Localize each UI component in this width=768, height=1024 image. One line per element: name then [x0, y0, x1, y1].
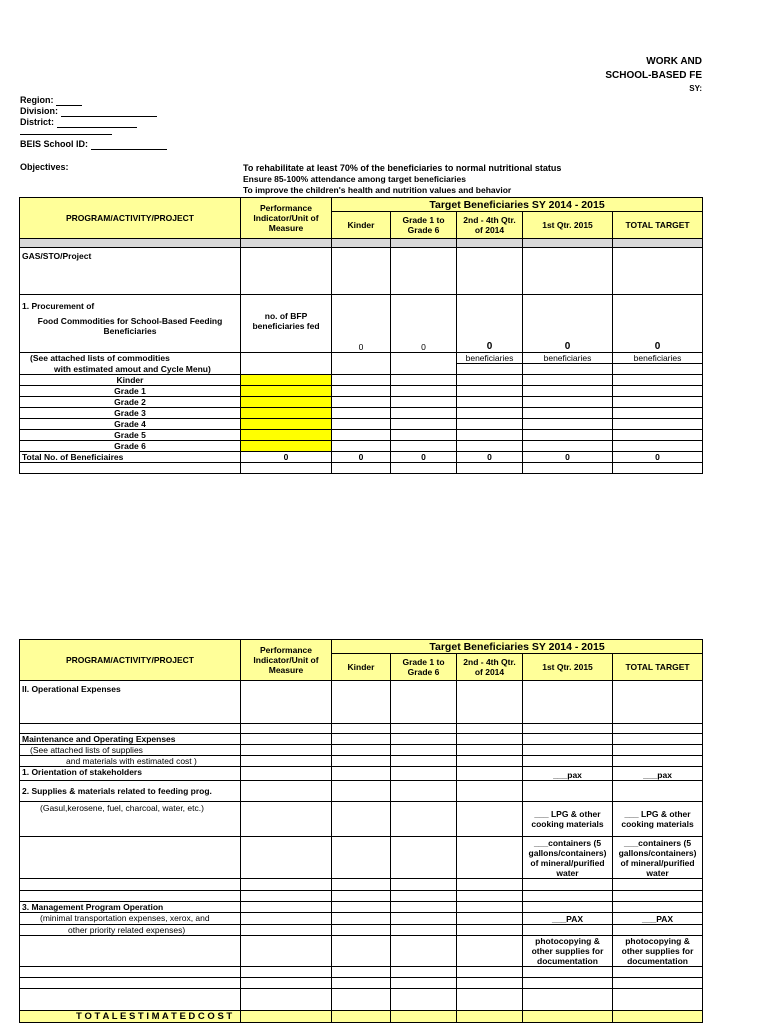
table-row: [20, 295, 703, 311]
region-label: Region:: [20, 95, 54, 105]
see-attached-label: (See attached lists of commodities: [20, 353, 241, 364]
grade-label: Grade 2: [20, 396, 241, 407]
total-beneficiaries-label: Total No. of Beneficiaires: [20, 451, 241, 462]
operational-expenses-table: [19, 639, 703, 1023]
table-row: [20, 837, 703, 879]
grade-input[interactable]: [241, 418, 332, 429]
col-program-header: PROGRAM/ACTIVITY/PROJECT: [20, 640, 241, 681]
table-row: [20, 802, 703, 837]
table-row: [20, 936, 703, 967]
table-row: [20, 724, 703, 734]
grade-input[interactable]: [241, 396, 332, 407]
gas-label: GAS/STO/Project: [20, 248, 241, 295]
form-title-line3: SY:: [689, 84, 702, 93]
grade-value: 0: [391, 311, 457, 353]
division-label: Division:: [20, 106, 59, 116]
photocopy-q1: photocopying & other supplies for documentation: [523, 936, 613, 967]
q2-value: 0: [457, 311, 523, 353]
grade-row: [20, 385, 703, 396]
table-row: [20, 879, 703, 891]
total-cost-row: [20, 1011, 703, 1023]
gray-row: [20, 239, 703, 248]
divider-line: [20, 134, 112, 135]
grade-input[interactable]: [241, 429, 332, 440]
grade-input[interactable]: [241, 407, 332, 418]
table-row: [20, 989, 703, 1011]
table-row: [20, 902, 703, 913]
orientation-label: 1. Orientation of stakeholders: [20, 767, 241, 781]
grade-row: [20, 418, 703, 429]
table-row: [20, 462, 703, 473]
form-title-line2: SCHOOL-BASED FE: [605, 70, 702, 81]
table-row: [20, 767, 703, 781]
table-row: [20, 978, 703, 989]
region-blank[interactable]: [56, 96, 82, 106]
table-row: [20, 891, 703, 902]
table-row: [20, 745, 703, 756]
objective-1: To rehabilitate at least 70% of the beneficiaries to normal nutritional status: [243, 163, 562, 173]
school-id-field: [20, 139, 167, 150]
col-q1-header: 1st Qtr. 2015: [523, 212, 613, 239]
division-field: [20, 106, 157, 117]
management-total-pax: ___PAX: [613, 913, 703, 925]
grade-row: [20, 440, 703, 451]
col-program-header: PROGRAM/ACTIVITY/PROJECT: [20, 198, 241, 239]
col-q1-header: 1st Qtr. 2015: [523, 654, 613, 681]
target-title-header: Target Beneficiaries SY 2014 - 2015: [332, 198, 703, 212]
table-row: [20, 781, 703, 802]
col-grade-header: Grade 1 to Grade 6: [391, 212, 457, 239]
orientation-total-pax: ___pax: [613, 767, 703, 781]
col-total-header: TOTAL TARGET: [613, 654, 703, 681]
management-sub-label-2: other priority related expenses): [20, 925, 241, 936]
col-indicator-header: Performance Indicator/Unit of Measure: [241, 198, 332, 239]
containers-total: ___containers (5 gallons/containers) of mineral/purified water: [613, 837, 703, 879]
supplies-sub-label: (Gasul,kerosene, fuel, charcoal, water, etc.): [20, 802, 241, 837]
indicator-value: no. of BFP beneficiaries fed: [241, 311, 332, 353]
table-row: [20, 913, 703, 925]
grade-row: [20, 407, 703, 418]
form-title-line1: WORK AND: [646, 56, 702, 67]
table-row: [20, 353, 703, 364]
district-field: [20, 117, 137, 128]
containers-q1: ___containers (5 gallons/containers) of mineral/purified water: [523, 837, 613, 879]
management-label: 3. Management Program Operation: [20, 902, 241, 913]
table-row: [20, 681, 703, 724]
total-cell: 0: [523, 451, 613, 462]
total-cell: 0: [241, 451, 332, 462]
grade-row: [20, 396, 703, 407]
table-row: [20, 756, 703, 767]
q1-value: 0: [523, 311, 613, 353]
lpg-q1: ___ LPG & other cooking materials: [523, 802, 613, 837]
mooe-sub-label-2: and materials with estimated cost ): [20, 756, 241, 767]
cycle-menu-label: with estimated amout and Cycle Menu): [20, 364, 241, 375]
total-estimated-cost-label: T O T A L E S T I M A T E D C O S T: [20, 1011, 241, 1023]
table-row: [20, 248, 703, 295]
total-cell: 0: [457, 451, 523, 462]
photocopy-total: photocopying & other supplies for documentation: [613, 936, 703, 967]
grade-row: [20, 374, 703, 385]
district-blank[interactable]: [57, 118, 137, 128]
supplies-label: 2. Supplies & materials related to feeding prog.: [20, 781, 241, 802]
target-title-header: Target Beneficiaries SY 2014 - 2015: [332, 640, 703, 654]
total-cell: 0: [613, 451, 703, 462]
mooe-sub-label: (See attached lists of supplies: [20, 745, 241, 756]
col-q2-header: 2nd - 4th Qtr. of 2014: [457, 654, 523, 681]
school-id-blank[interactable]: [91, 140, 167, 150]
objective-2: Ensure 85-100% attendance among target beneficiaries: [243, 174, 466, 184]
grade-label: Grade 6: [20, 440, 241, 451]
col-indicator-header: Performance Indicator/Unit of Measure: [241, 640, 332, 681]
total-row: [20, 451, 703, 462]
q1-unit: beneficiaries: [523, 353, 613, 364]
grade-input[interactable]: [241, 440, 332, 451]
col-total-header: TOTAL TARGET: [613, 212, 703, 239]
region-field: [20, 95, 82, 106]
table-row: [20, 925, 703, 936]
school-id-label: BEIS School ID:: [20, 139, 89, 149]
col-kinder-header: Kinder: [332, 654, 391, 681]
grade-label: Kinder: [20, 374, 241, 385]
grade-input[interactable]: [241, 374, 332, 385]
management-q1-pax: ___PAX: [523, 913, 613, 925]
orientation-q1-pax: ___pax: [523, 767, 613, 781]
procurement-label: 1. Procurement of: [20, 295, 241, 311]
total-cell: 0: [332, 451, 391, 462]
col-kinder-header: Kinder: [332, 212, 391, 239]
grade-input[interactable]: [241, 385, 332, 396]
grade-label: Grade 4: [20, 418, 241, 429]
grade-label: Grade 3: [20, 407, 241, 418]
total-unit: beneficiaries: [613, 353, 703, 364]
objectives-label: Objectives:: [20, 162, 69, 172]
total-cell: 0: [391, 451, 457, 462]
operational-label: II. Operational Expenses: [20, 681, 241, 724]
objective-3: To improve the children's health and nutrition values and behavior: [243, 185, 512, 195]
food-commodities-label: Food Commodities for School-Based Feeding Beneficiaries: [20, 311, 241, 353]
grade-label: Grade 1: [20, 385, 241, 396]
table-row: [20, 967, 703, 978]
table-row: [20, 734, 703, 745]
district-label: District:: [20, 117, 55, 127]
mooe-label: Maintenance and Operating Expenses: [20, 734, 241, 745]
grade-row: [20, 429, 703, 440]
grade-label: Grade 5: [20, 429, 241, 440]
col-grade-header: Grade 1 to Grade 6: [391, 654, 457, 681]
q2-unit: beneficiaries: [457, 353, 523, 364]
management-sub-label: (minimal transportation expenses, xerox, and: [20, 913, 241, 925]
table-row: [20, 311, 703, 353]
kinder-value: 0: [332, 311, 391, 353]
lpg-total: ___ LPG & other cooking materials: [613, 802, 703, 837]
beneficiaries-table: [19, 197, 703, 474]
table-row: [20, 364, 703, 375]
col-q2-header: 2nd - 4th Qtr. of 2014: [457, 212, 523, 239]
total-value: 0: [613, 311, 703, 353]
division-blank[interactable]: [61, 107, 157, 117]
